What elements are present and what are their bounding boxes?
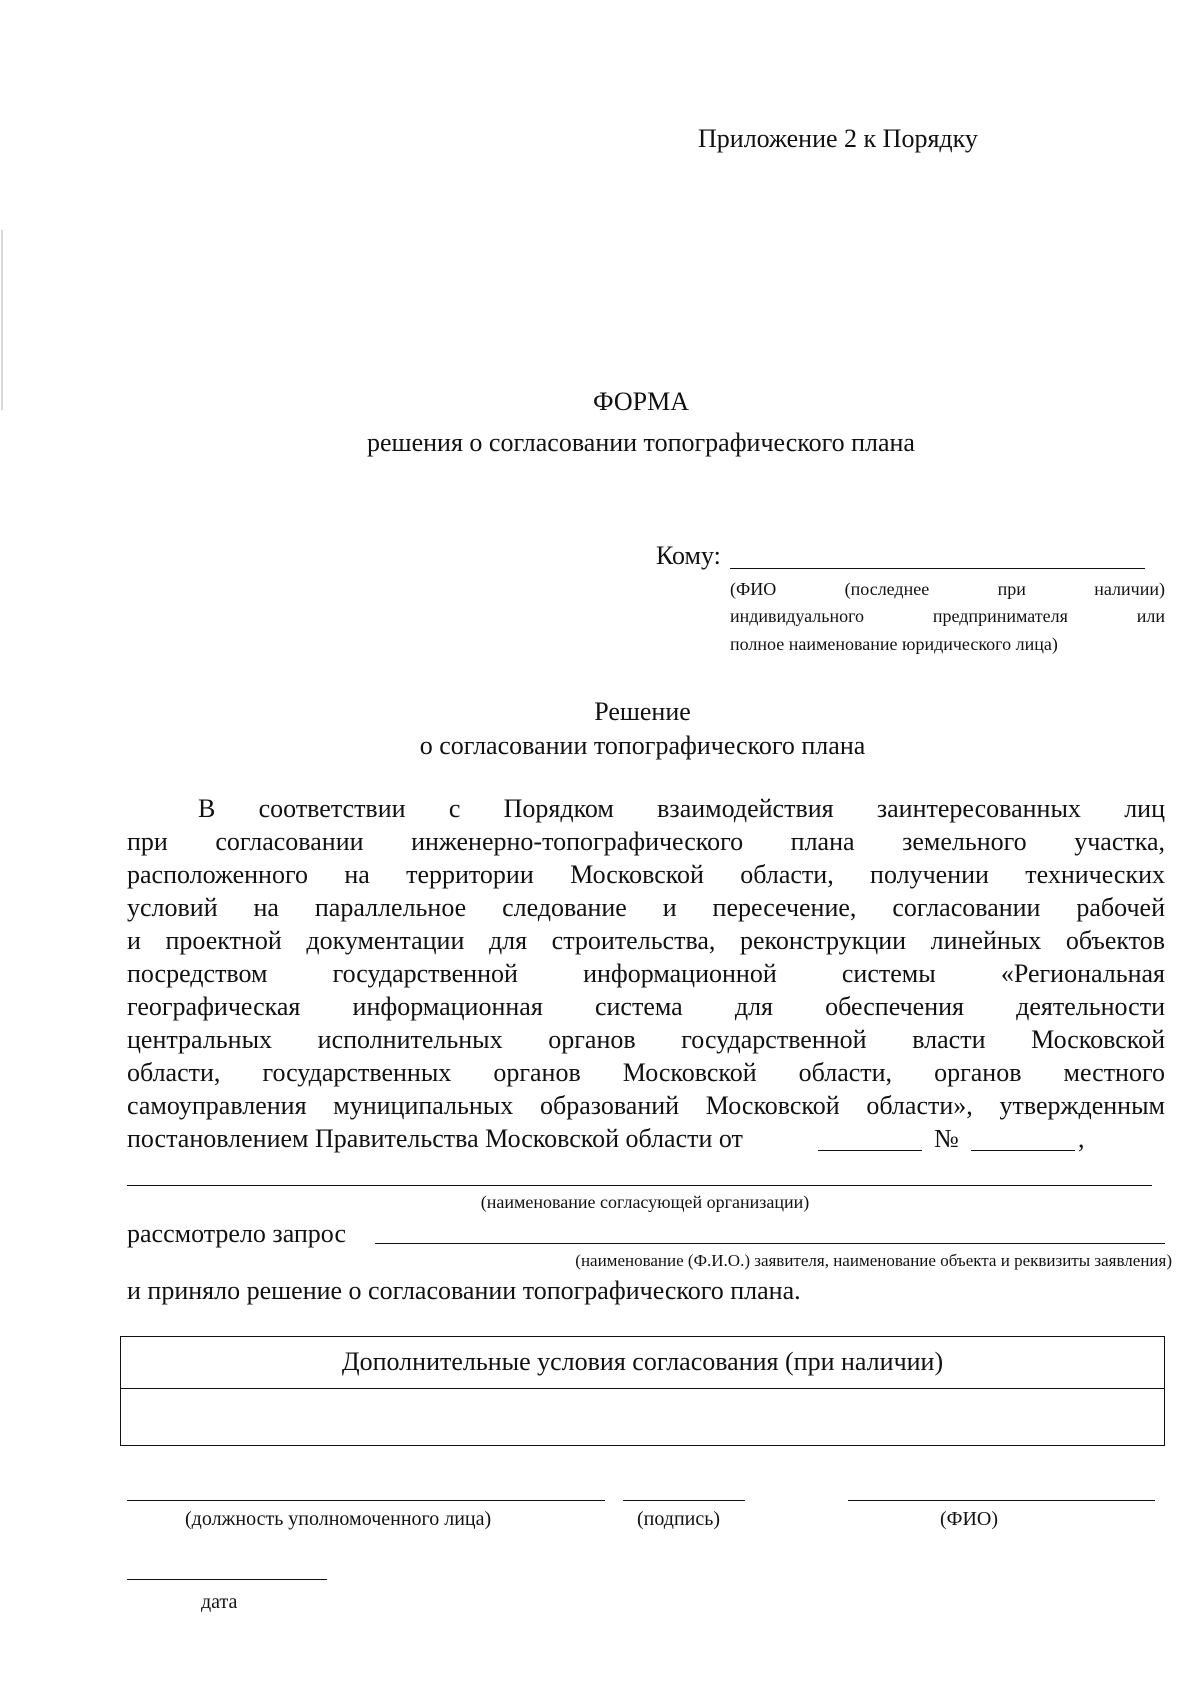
paragraph-line: самоуправления муниципальных образований Московской области», утвержденным (127, 1091, 1165, 1120)
paragraph-line: и проектной документации для строительства, реконструкции линейных объектов (127, 926, 1165, 955)
form-title: ФОРМА (593, 387, 689, 416)
conclusion-text: и приняло решение о согласовании топографического плана. (127, 1276, 801, 1305)
decision-subheading: о согласовании топографического плана (419, 731, 866, 760)
organization-name-hint: (наименование согласующей организации) (480, 1192, 810, 1212)
paragraph-line: области, государственных органов Московской области, органов местного (127, 1058, 1165, 1087)
date-hint: дата (201, 1591, 238, 1613)
decision-heading: Решение (594, 697, 691, 726)
recipient-label: Кому: (656, 541, 721, 570)
paragraph-line: географическая информационная система для обеспечения деятельности (127, 992, 1165, 1021)
date-field[interactable] (127, 1579, 327, 1580)
additional-conditions-table (120, 1336, 1165, 1446)
recipient-hint-line-3: полное наименование юридического лица) (730, 634, 1058, 654)
recipient-hint-line-2: индивидуального предпринимателя или (730, 606, 1165, 626)
position-field[interactable] (127, 1500, 605, 1501)
additional-conditions-header: Дополнительные условия согласования (при наличии) (121, 1337, 1164, 1389)
paragraph-line: при согласовании инженерно-топографического плана земельного участка, (127, 827, 1165, 856)
form-subtitle: решения о согласовании топографического плана (367, 428, 915, 457)
appendix-label: Приложение 2 к Порядку (698, 124, 978, 153)
paragraph-line: условий на параллельное следование и пересечение, согласовании рабочей (127, 893, 1165, 922)
additional-conditions-cell[interactable] (121, 1389, 1164, 1444)
scan-artifact-left-edge (1, 230, 3, 410)
full-name-hint: (ФИО) (940, 1508, 999, 1530)
position-hint: (должность уполномоченного лица) (185, 1508, 492, 1530)
paragraph-last-line-text: постановлением Правительства Московской области от (127, 1124, 743, 1153)
resolution-date-field[interactable] (818, 1150, 922, 1151)
paragraph-line: посредством государственной информационной системы «Региональная (127, 959, 1165, 988)
resolution-number-field[interactable] (971, 1150, 1075, 1151)
request-details-field[interactable] (375, 1243, 1165, 1244)
signature-field[interactable] (623, 1500, 745, 1501)
signature-hint: (подпись) (637, 1508, 721, 1530)
request-details-hint: (наименование (Ф.И.О.) заявителя, наименование объекта и реквизиты заявления) (575, 1251, 1172, 1270)
paragraph-line: расположенного на территории Московской области, получении технических (127, 860, 1165, 889)
recipient-hint-line-1: (ФИО (последнее при наличии) (730, 579, 1165, 599)
full-name-field[interactable] (848, 1500, 1155, 1501)
paragraph-line: центральных исполнительных органов государственной власти Московской (127, 1025, 1165, 1054)
organization-name-field[interactable] (127, 1185, 1152, 1186)
number-sign: № (934, 1124, 959, 1153)
request-label: рассмотрело запрос (127, 1219, 346, 1248)
paragraph-line: В соответствии с Порядком взаимодействия заинтересованных лиц (198, 794, 1165, 823)
paragraph-comma: , (1078, 1124, 1085, 1153)
recipient-field[interactable] (730, 568, 1145, 569)
